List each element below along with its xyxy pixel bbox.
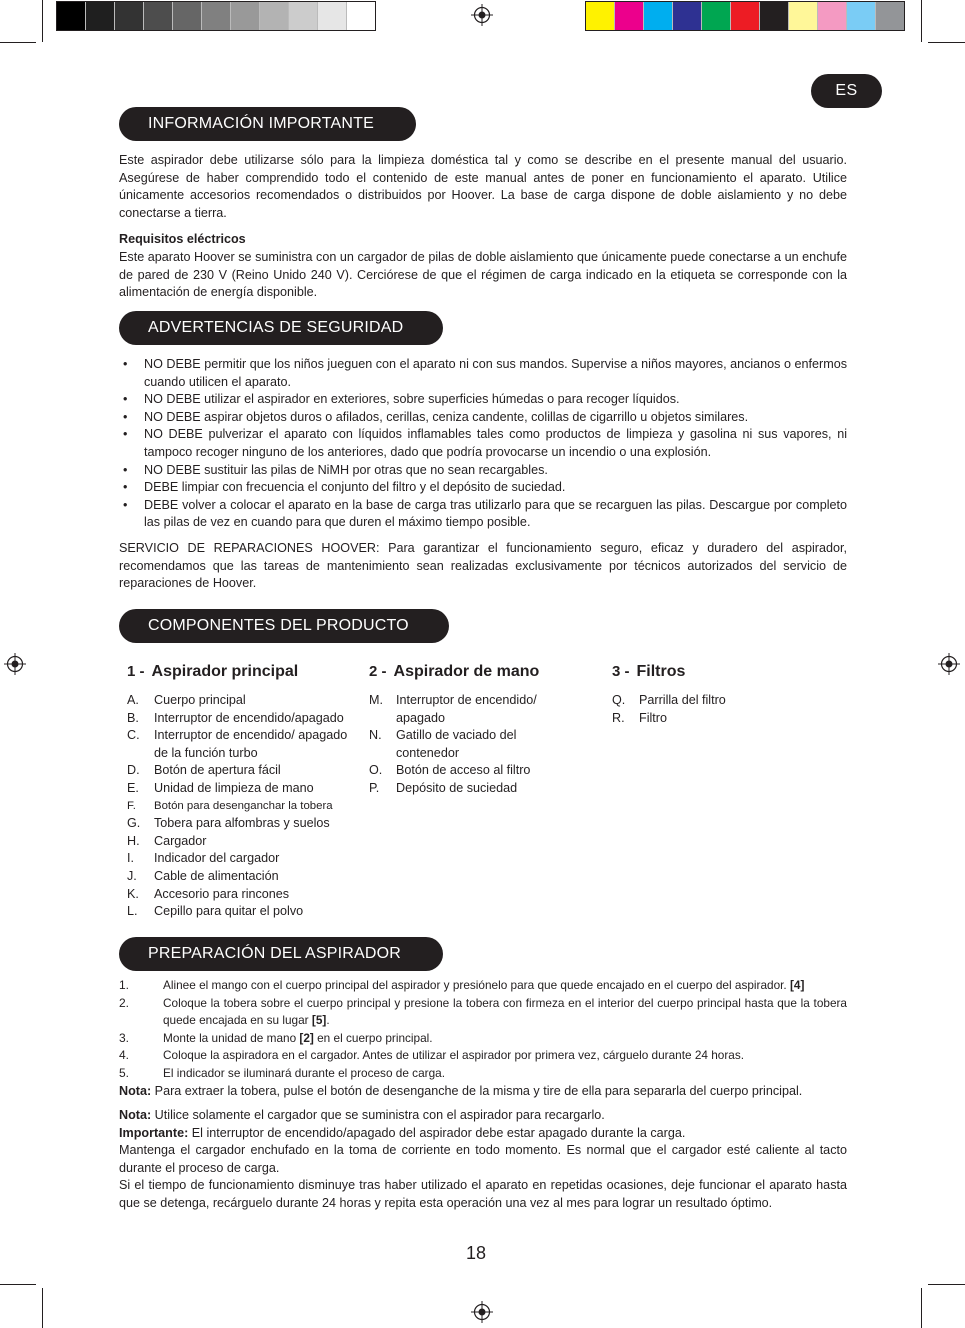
bullet-icon: •	[123, 480, 128, 495]
runtime-text: Si el tiempo de funcionamiento disminuye tras haber utilizado el aparato en repetidas ocasiones, deje funcionar el aparato hasta que se detenga, recárguelo durante 24 horas y repita esta operación una vez al mes para lograr un resultado óptimo.	[119, 1178, 847, 1210]
step-number: 5.	[119, 1065, 130, 1080]
component-key: I.	[127, 851, 134, 866]
step-number: 3.	[119, 1030, 130, 1045]
component-group-title	[612, 663, 685, 681]
crop-mark	[921, 1288, 922, 1328]
component-item	[369, 780, 569, 798]
important-text: El interruptor de encendido/apagado del aspirador debe estar apagado durante la carga.	[188, 1125, 686, 1140]
safety-item	[119, 356, 847, 391]
color-swatch	[789, 2, 818, 30]
component-item	[127, 727, 357, 762]
safety-item	[119, 426, 847, 461]
crop-mark	[928, 1284, 965, 1285]
component-key: Q.	[612, 693, 626, 707]
color-swatch-bar	[585, 1, 905, 31]
crop-mark	[42, 0, 43, 42]
component-key: A.	[127, 693, 139, 707]
component-key: P.	[369, 780, 380, 795]
component-label: Accesorio para rincones	[154, 886, 290, 901]
component-group-number: 2 -	[369, 663, 387, 680]
figure-reference: [4]	[789, 978, 805, 992]
color-swatch	[57, 2, 86, 30]
component-list	[127, 692, 357, 921]
important-label: Importante:	[119, 1125, 189, 1140]
component-label: Interruptor de encendido/ apagado de la función turbo	[154, 728, 348, 760]
component-item	[127, 692, 357, 710]
preparation-step	[119, 1065, 847, 1083]
color-swatch	[586, 2, 615, 30]
electrical-heading: Requisitos eléctricos	[119, 232, 246, 246]
component-item	[127, 798, 357, 816]
safety-item-text: DEBE limpiar con frecuencia el conjunto del filtro y el depósito de suciedad.	[144, 480, 566, 495]
color-swatch	[347, 2, 375, 30]
preparation-steps	[119, 977, 847, 1083]
section-header-safety: ADVERTENCIAS DE SEGURIDAD	[119, 311, 443, 345]
component-item	[127, 850, 357, 868]
safety-item	[119, 409, 847, 427]
component-label: Filtro	[639, 710, 667, 725]
component-item	[127, 710, 357, 728]
component-group-label: Aspirador de mano	[393, 663, 540, 680]
component-key: N.	[369, 728, 382, 743]
component-label: Cable de alimentación	[154, 868, 279, 883]
color-swatch	[115, 2, 144, 30]
component-key: K.	[127, 886, 139, 901]
color-swatch	[231, 2, 260, 30]
safety-item-text: NO DEBE utilizar el aspirador en exteriores, sobre superficies húmedas o para recoger líquidos.	[144, 392, 680, 407]
component-label: Tobera para alfombras y suelos	[154, 816, 330, 831]
figure-reference: [5]	[311, 1013, 327, 1028]
component-item	[612, 710, 812, 728]
bullet-icon: •	[123, 409, 128, 424]
bullet-icon: •	[123, 357, 128, 371]
component-label: Interruptor de encendido/ apagado	[396, 693, 537, 725]
color-swatch	[86, 2, 115, 30]
component-group-label: Aspirador principal	[151, 663, 299, 680]
component-key: H.	[127, 833, 140, 848]
section-header-info: INFORMACIÓN IMPORTANTE	[119, 107, 416, 141]
step-text: Coloque la aspiradora en el cargador. Antes de utilizar el aspirador por primera vez, cárguelo durante 24 horas.	[163, 1048, 745, 1063]
color-swatch	[818, 2, 847, 30]
component-group-label: Filtros	[636, 663, 686, 680]
safety-item	[119, 497, 847, 532]
component-key: F.	[127, 799, 136, 812]
component-label: Gatillo de vaciado del contenedor	[396, 728, 517, 760]
color-swatch	[144, 2, 173, 30]
crop-mark	[921, 0, 922, 42]
section-header-preparation: PREPARACIÓN DEL ASPIRADOR	[119, 937, 443, 971]
step-text-suffix: en el cuerpo principal.	[313, 1030, 433, 1045]
registration-mark-icon	[4, 653, 26, 675]
component-key: B.	[127, 710, 139, 725]
safety-item-text: NO DEBE permitir que los niños jueguen con el aparato ni con sus mandos. Supervise a niños mayores, ancianos o enfermos cuando utilicen el aparato.	[144, 357, 847, 389]
note-charger	[119, 1107, 847, 1213]
component-label: Cuerpo principal	[154, 693, 246, 707]
component-key: O.	[369, 763, 383, 778]
crop-mark	[42, 1288, 43, 1328]
component-label: Botón de apertura fácil	[154, 763, 281, 778]
component-key: E.	[127, 780, 139, 795]
component-key: C.	[127, 728, 140, 743]
preparation-step	[119, 977, 847, 995]
safety-item	[119, 479, 847, 497]
color-swatch	[760, 2, 789, 30]
color-swatch	[702, 2, 731, 30]
registration-mark-icon	[938, 653, 960, 675]
color-swatch	[731, 2, 760, 30]
safety-item	[119, 462, 847, 480]
component-item	[369, 692, 569, 727]
component-key: J.	[127, 868, 137, 883]
safety-list	[119, 356, 847, 532]
crop-mark	[0, 1284, 36, 1285]
step-text: Alinee el mango con el cuerpo principal del aspirador y presiónelo para que quede encajado en el cuerpo del aspirador.	[163, 978, 787, 992]
component-label: Cepillo para quitar el polvo	[154, 904, 304, 919]
component-key: M.	[369, 693, 383, 707]
component-label: Botón de acceso al filtro	[396, 763, 531, 778]
safety-item-text: DEBE volver a colocar el aparato en la base de carga tras utilizarlo para que se recarguen las pilas. Descargue por completo las pilas de vez en cuando para que duren el máximo tiempo posible.	[144, 497, 847, 530]
component-key: R.	[612, 710, 625, 725]
component-item	[369, 727, 569, 762]
component-label: Indicador del cargador	[154, 851, 280, 866]
component-group-number: 1 -	[127, 663, 145, 680]
component-item	[127, 815, 357, 833]
component-item	[127, 833, 357, 851]
safety-item-text: NO DEBE pulverizar el aparato con líquidos inflamables tales como productos de limpieza y gasolina ni sus vapores, ni tampoco recoger ninguno de los anteriores, dado que podría provocarse un incendio o una explosión.	[144, 427, 847, 459]
color-swatch	[318, 2, 347, 30]
component-item	[127, 868, 357, 886]
component-key: D.	[127, 763, 140, 778]
component-item	[127, 886, 357, 904]
registration-mark-icon	[471, 1301, 493, 1323]
bullet-icon: •	[123, 497, 128, 512]
note-label: Nota:	[119, 1108, 152, 1122]
color-swatch	[847, 2, 876, 30]
preparation-step	[119, 1047, 847, 1065]
page-number: 18	[466, 1243, 487, 1263]
step-text: Monte la unidad de mano	[163, 1030, 297, 1045]
crop-mark	[928, 42, 965, 43]
step-text: El indicador se iluminará durante el proceso de carga.	[163, 1065, 445, 1080]
safety-item-text: NO DEBE aspirar objetos duros o afilados, cerillas, ceniza candente, colillas de cigarrillo u objetos similares.	[144, 409, 749, 424]
color-swatch	[615, 2, 644, 30]
step-number: 1.	[119, 978, 130, 992]
bullet-icon: •	[123, 462, 128, 477]
color-swatch	[876, 2, 904, 30]
step-number: 2.	[119, 995, 130, 1010]
electrical-paragraph: Este aparato Hoover se suministra con un cargador de pilas de doble aislamiento que únicamente puede conectarse a un enchufe de pared de 230 V (Reino Unido 240 V). Cerciórese de que el régimen de carga indicado en la etiqueta se corresponde con la alimentación de energía disponible.	[119, 250, 847, 300]
component-item	[127, 762, 357, 780]
crop-mark	[0, 42, 36, 43]
component-group-title	[127, 663, 298, 681]
service-paragraph: SERVICIO DE REPARACIONES HOOVER: Para garantizar el funcionamiento seguro, eficaz y duradero del aspirador, recomendamos que las tareas de mantenimiento sean realizadas exclusivamente por técnicos autorizados del servicio de reparaciones de Hoover.	[119, 541, 847, 591]
note-text: Utilice solamente el cargador que se suministra con el aspirador para recargarlo.	[151, 1108, 605, 1122]
safety-item	[119, 391, 847, 409]
color-swatch	[173, 2, 202, 30]
section-header-components: COMPONENTES DEL PRODUCTO	[119, 609, 449, 643]
bullet-icon: •	[123, 392, 128, 407]
component-item	[612, 692, 812, 710]
color-swatch	[673, 2, 702, 30]
info-intro-paragraph: Este aspirador debe utilizarse sólo para la limpieza doméstica tal y como se describe en el presente manual del usuario. Asegúrese de haber comprendido todo el contenido de este manual antes de poner en funcionamiento el aparato. Utilice únicamente accesorios recomendados o distribuidos por Hoover. La base de carga dispone de doble aislamiento y no debe conectarse a tierra.	[119, 153, 847, 220]
safety-item-text: NO DEBE sustituir las pilas de NiMH por otras que no sean recargables.	[144, 462, 548, 477]
component-label: Depósito de suciedad	[396, 780, 518, 795]
color-swatch	[289, 2, 318, 30]
figure-reference: [2]	[299, 1030, 314, 1045]
component-label: Unidad de limpieza de mano	[154, 780, 314, 795]
component-label: Cargador	[154, 833, 207, 848]
color-swatch	[202, 2, 231, 30]
component-list	[369, 692, 569, 798]
component-group-number: 3 -	[612, 663, 630, 680]
component-item	[127, 903, 357, 921]
color-swatch	[644, 2, 673, 30]
bullet-icon: •	[123, 427, 128, 442]
component-item	[369, 762, 569, 780]
grayscale-swatch-bar	[56, 1, 376, 31]
component-item	[127, 780, 357, 798]
component-group-title	[369, 663, 539, 681]
step-text: Coloque la tobera sobre el cuerpo principal y presione la tobera con firmeza en el interior del cuerpo principal hasta que la tobera quede encajada en su lugar	[163, 995, 847, 1028]
component-key: L.	[127, 904, 138, 919]
preparation-step	[119, 995, 847, 1030]
step-number: 4.	[119, 1048, 130, 1063]
component-label: Parrilla del filtro	[639, 693, 726, 707]
component-list	[612, 692, 812, 727]
preparation-step	[119, 1030, 847, 1048]
note-text: Para extraer la tobera, pulse el botón de desenganche de la misma y tire de ella para separarla del cuerpo principal.	[151, 1084, 803, 1098]
language-badge: ES	[811, 74, 882, 108]
step-text-suffix: .	[326, 1013, 330, 1028]
component-label: Botón para desenganchar la tobera	[154, 799, 333, 812]
registration-mark-icon	[471, 4, 493, 26]
note-label: Nota:	[119, 1084, 152, 1098]
component-label: Interruptor de encendido/apagado	[154, 710, 344, 725]
note-nozzle	[119, 1083, 847, 1101]
color-swatch	[260, 2, 289, 30]
component-key: G.	[127, 816, 141, 831]
charger-text: Mantenga el cargador enchufado en la toma de corriente en todo momento. Es normal que el cargador esté caliente al tacto durante el proceso de carga.	[119, 1143, 847, 1175]
